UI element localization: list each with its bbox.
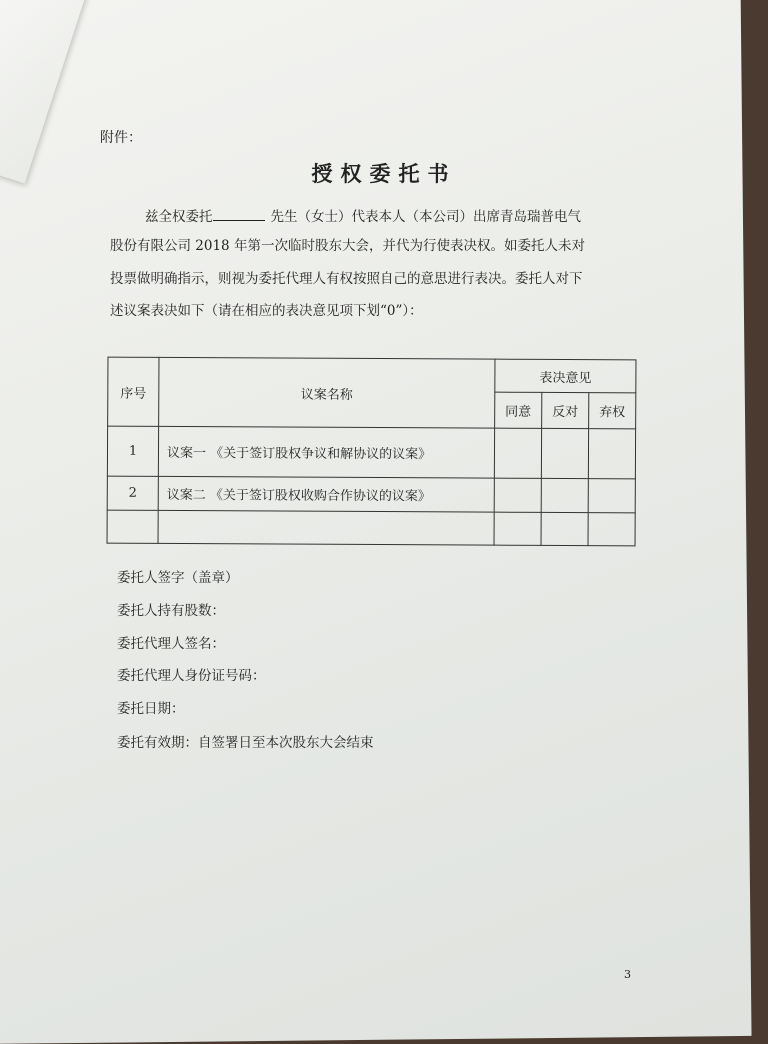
- header-vote-opinion: 表决意见: [495, 359, 636, 393]
- intro-line-1: [145, 206, 581, 226]
- attachment-label: 附件：: [100, 130, 142, 146]
- empty-cell[interactable]: [494, 512, 541, 545]
- header-proposal-name: 议案名称: [159, 357, 495, 428]
- empty-cell: [158, 510, 494, 545]
- date-label: 委托日期：: [117, 701, 185, 717]
- header-serial-number: 序号: [108, 357, 159, 426]
- row-number: 1: [107, 426, 158, 476]
- empty-cell[interactable]: [541, 512, 588, 545]
- oppose-cell[interactable]: [541, 428, 588, 478]
- voting-table: [107, 357, 637, 547]
- agent-signature-label: 委托代理人签名：: [117, 636, 225, 652]
- row-number: 2: [107, 476, 158, 510]
- header-abstain: 弃权: [589, 393, 636, 429]
- validity-label: 委托有效期：自签署日至本次股东大会结束: [117, 735, 374, 751]
- intro-line-1-end: 先生（女士）代表本人（本公司）出席青岛瑞普电气: [270, 209, 581, 225]
- agree-cell[interactable]: [494, 478, 541, 512]
- table-row-empty: [107, 510, 635, 546]
- document-title: 授权委托书: [311, 162, 457, 186]
- intro-line-3: 投票做明确指示，则视为委托代理人有权按照自己的意思进行表决。委托人对下: [110, 271, 583, 287]
- abstain-cell[interactable]: [588, 429, 635, 479]
- table-row: [107, 426, 635, 479]
- table-row: [107, 476, 635, 513]
- intro-line-2: 股份有限公司 2018 年第一次临时股东大会，并代为行使表决权。如委托人未对: [110, 238, 585, 254]
- page-number: 3: [624, 968, 631, 981]
- proxy-name-blank: [213, 206, 265, 221]
- shares-held-label: 委托人持有股数：: [117, 603, 225, 619]
- oppose-cell[interactable]: [541, 478, 588, 512]
- empty-cell[interactable]: [588, 513, 635, 546]
- intro-line-4: 述议案表决如下（请在相应的表决意见项下划“0”）：: [110, 303, 423, 319]
- proposal-name: 议案二 《关于签订股权收购合作协议的议案》: [158, 476, 494, 512]
- header-oppose: 反对: [542, 392, 589, 428]
- agree-cell[interactable]: [494, 428, 541, 478]
- principal-signature-label: 委托人签字（盖章）: [117, 570, 239, 586]
- intro-line-1-start: 兹全权委托: [145, 209, 213, 225]
- agent-id-label: 委托代理人身份证号码：: [117, 668, 266, 684]
- header-agree: 同意: [495, 392, 542, 428]
- empty-cell: [107, 510, 158, 543]
- proposal-name: 议案一 《关于签订股权争议和解协议的议案》: [158, 426, 494, 478]
- abstain-cell[interactable]: [588, 479, 635, 513]
